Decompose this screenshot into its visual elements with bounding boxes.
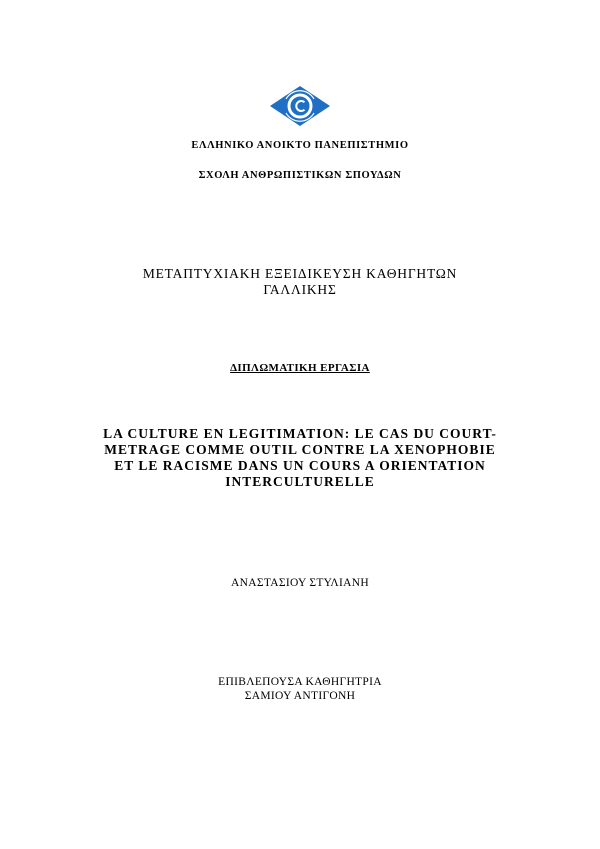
thesis-title-line-2: METRAGE COMME OUTIL CONTRE LA XENOPHOBIE	[104, 442, 496, 457]
university-name: ΕΛΛΗΝΙΚΟ ΑΝΟΙΚΤΟ ΠΑΝΕΠΙΣΤΗΜΙΟ	[191, 140, 409, 151]
eap-logo-icon	[270, 86, 330, 126]
supervisor-name: ΣΑΜΙΟΥ ΑΝΤΙΓΟΝΗ	[244, 690, 356, 702]
program-title-line-1: ΜΕΤΑΠΤΥΧΙΑΚΗ ΕΞΕΙΔΙΚΕΥΣΗ ΚΑΘΗΓΗΤΩΝ	[142, 266, 458, 281]
supervisor-label: ΕΠΙΒΛΕΠΟΥΣΑ ΚΑΘΗΓΗΤΡΙΑ	[218, 676, 382, 688]
thesis-title-line-1: LA CULTURE EN LEGITIMATION: LE CAS DU COURT-	[103, 426, 497, 441]
author-name: ΑΝΑΣΤΑΣΙΟΥ ΣΤΥΛΙΑΝΗ	[231, 577, 369, 589]
program-title-line-2: ΓΑΛΛΙΚΗΣ	[263, 282, 337, 297]
thesis-title-line-4: INTERCULTURELLE	[225, 474, 375, 489]
thesis-type-heading: ΔΙΠΛΩΜΑΤΙΚΗ ΕΡΓΑΣΙΑ	[230, 362, 370, 374]
thesis-title-line-3: ET LE RACISME DANS UN COURS A ORIENTATION	[114, 458, 486, 473]
school-name: ΣΧΟΛΗ ΑΝΘΡΩΠΙΣΤΙΚΩΝ ΣΠΟΥΔΩΝ	[198, 170, 402, 181]
